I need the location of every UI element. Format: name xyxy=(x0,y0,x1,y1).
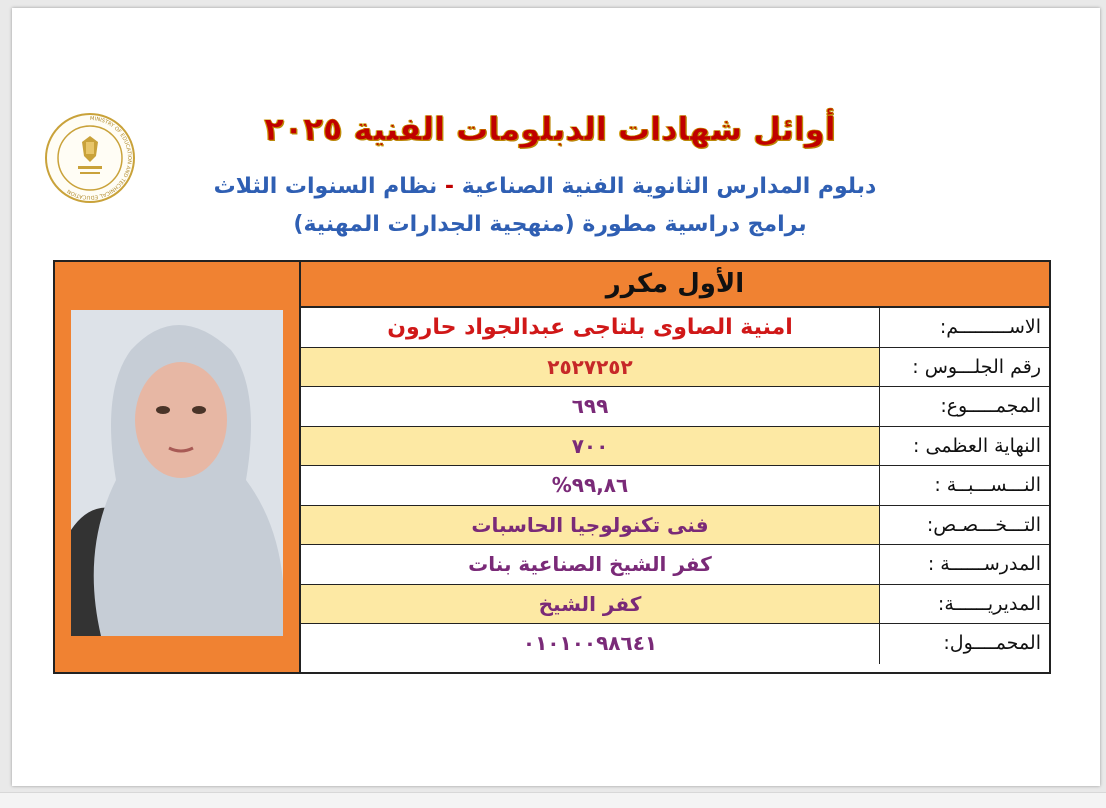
subtitle-dash: - xyxy=(444,174,455,199)
table-row xyxy=(301,348,1049,388)
result-card xyxy=(53,260,1051,674)
max-score-label: النهاية العظمى : xyxy=(879,427,1049,466)
table-row xyxy=(301,545,1049,585)
total-value: ٦٩٩ xyxy=(571,394,609,418)
rank-title: الأول مكرر xyxy=(301,262,1049,308)
school-label: المدرســــــة : xyxy=(879,545,1049,584)
name-label: الاســـــــــم: xyxy=(879,308,1049,347)
subtitle-part-1: دبلوم المدارس الثانوية الفنية الصناعية xyxy=(454,174,877,199)
seat-number-value: ٢٥٢٧٢٥٢ xyxy=(301,348,879,387)
table-row xyxy=(301,308,1049,348)
photo-panel xyxy=(55,262,301,672)
ministry-seal-logo xyxy=(44,112,136,204)
svg-text:MINISTRY OF EDUCATION AND TECH: MINISTRY OF EDUCATION AND TECHNICAL EDUCATION xyxy=(66,115,132,201)
total-label: المجمـــــوع: xyxy=(879,387,1049,426)
page-subtitle-2: برامج دراسية مطورة (منهجية الجدارات المهنية) xyxy=(293,212,807,237)
school-value: كفر الشيخ الصناعية بنات xyxy=(468,552,712,576)
directorate-value: كفر الشيخ xyxy=(301,585,879,624)
table-row xyxy=(301,585,1049,625)
seat-number-label: رقم الجلـــوس : xyxy=(879,348,1049,387)
bottom-strip xyxy=(0,792,1106,808)
specialization-value: فنى تكنولوجيا الحاسبات xyxy=(301,506,879,545)
table-row xyxy=(301,506,1049,546)
page-subtitle xyxy=(180,174,910,199)
subtitle-part-2: نظام السنوات الثلاث xyxy=(213,174,445,199)
percentage-label: النـــســـبــة : xyxy=(879,466,1049,505)
percentage-value: ٩٩,٨٦% xyxy=(551,473,629,497)
result-table xyxy=(301,262,1049,672)
table-row xyxy=(301,427,1049,467)
table-row xyxy=(301,624,1049,664)
mobile-label: المحمــــول: xyxy=(879,624,1049,664)
specialization-label: التـــخـــصـص: xyxy=(879,506,1049,545)
page-title: أوائل شهادات الدبلومات الفنية ٢٠٢٥ xyxy=(264,110,836,148)
name-value: امنية الصاوى بلتاجى عبدالجواد حارون xyxy=(387,315,793,340)
table-row xyxy=(301,387,1049,427)
directorate-label: المديريــــــة: xyxy=(879,585,1049,624)
max-score-value: ٧٠٠ xyxy=(301,427,879,466)
table-row xyxy=(301,466,1049,506)
student-photo xyxy=(71,310,283,636)
mobile-value: ٠١٠١٠٠٩٨٦٤١ xyxy=(522,631,658,655)
